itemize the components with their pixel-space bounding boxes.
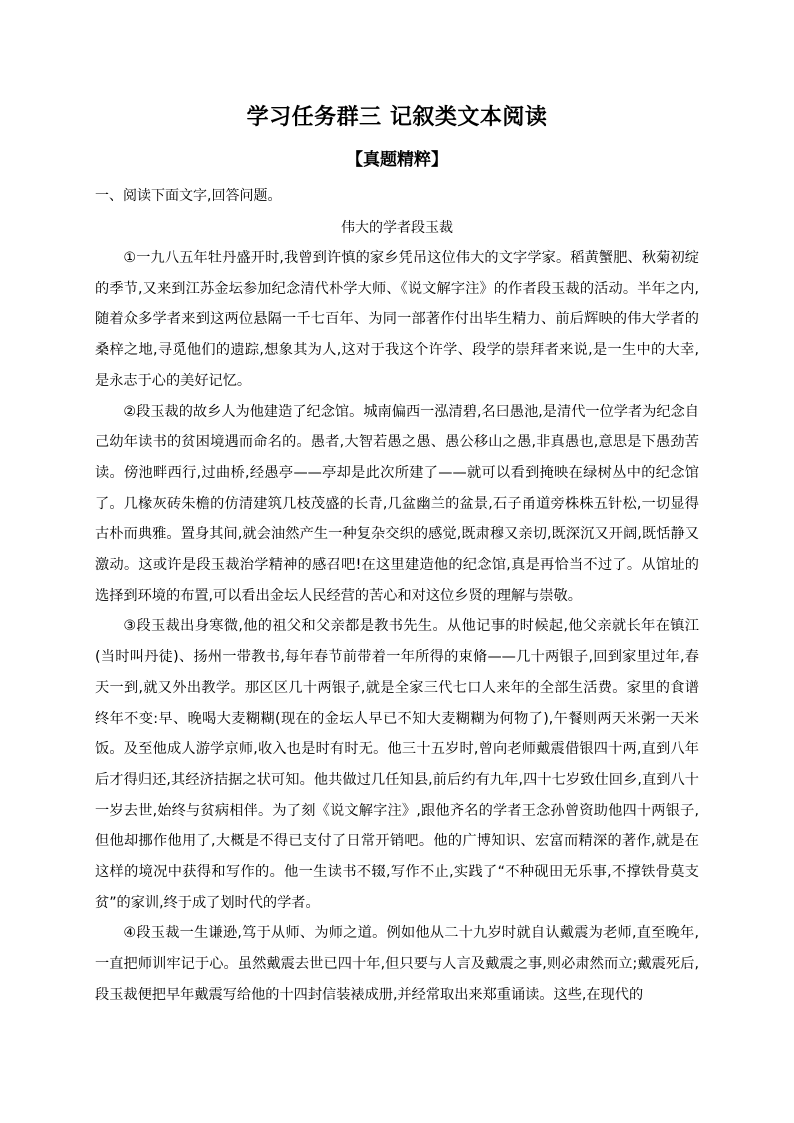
article-body bbox=[95, 243, 699, 1011]
question-instruction: 一、阅读下面文字,回答问题。 bbox=[95, 188, 282, 204]
page-title: 学习任务群三 记叙类文本阅读 bbox=[246, 105, 548, 130]
paragraph-1: ①一九八五年牡丹盛开时,我曾到许慎的家乡凭吊这位伟大的文字学家。稻黄蟹肥、秋菊初绽的季节,又来到江苏金坛参加纪念清代朴学大师、《说文解字注》的作者段玉裁的活动。半年之内,随着众多学者来到这两位悬隔一千七百年、为同一部著作付出毕生精力、前后辉映的伟大学者的桑梓之地,寻觅他们的遗踪,想象其为人,这对于我这个许学、段学的崇拜者来说,是一生中的大幸,是永志于心的美好记忆。 bbox=[95, 250, 699, 389]
paragraph-4: ④段玉裁一生谦逊,笃于从师、为师之道。例如他从二十九岁时就自认戴震为老师,直至晚年,一直把师训牢记于心。虽然戴震去世已四十年,但只要与人言及戴震之事,则必肃然而立;戴震死后,段玉裁便把早年戴震写给他的十四封信装裱成册,并经常取出来郑重诵读。这些,在现代的 bbox=[95, 925, 699, 1003]
paragraph-2: ②段玉裁的故乡人为他建造了纪念馆。城南偏西一泓清碧,名曰愚池,是清代一位学者为纪念自己幼年读书的贫困境遇而命名的。愚者,大智若愚之愚、愚公移山之愚,非真愚也,意思是下愚劲苦读。傍池畔西行,过曲桥,经愚亭——亭却是此次所建了——就可以看到掩映在绿树丛中的纪念馆了。几椽灰砖朱檐的仿清建筑几枝茂盛的长青,几盆幽兰的盆景,石子甬道旁株株五针松,一切显得古朴而典雅。置身其间,就会油然产生一种复杂交织的感觉,既肃穆又亲切,既深沉又开阔,既恬静又激动。这或许是段玉裁治学精神的感召吧!在这里建造他的纪念馆,真是再恰当不过了。从馆址的选择到环境的布置,可以看出金坛人民经营的苦心和对这位乡贤的理解与崇敬。 bbox=[95, 403, 699, 604]
article-title: 伟大的学者段玉裁 bbox=[341, 220, 453, 236]
section-subtitle: 【真题精粹】 bbox=[346, 150, 448, 170]
paragraph-3: ③段玉裁出身寒微,他的祖父和父亲都是教书先生。从他记事的时候起,他父亲就长年在镇江(当时叫丹徒)、扬州一带教书,每年春节前带着一年所得的束脩——几十两银子,回到家里过年,春天一到,就又外出教学。那区区几十两银子,就是全家三代七口人来年的全部生活费。家里的食谱终年不变:早、晚喝大麦糊糊(现在的金坛人早已不知大麦糊糊为何物了),午餐则两天米粥一天米饭。及至他成人游学京师,收入也是时有时无。他三十五岁时,曾向老师戴震借银四十两,直到八年后才得归还,其经济拮据之状可知。他共做过几任知县,前后约有九年,四十七岁致仕回乡,直到八十一岁去世,始终与贫病相伴。为了刻《说文解字注》,跟他齐名的学者王念孙曾资助他四十两银子,但他却挪作他用了,大概是不得已支付了日常开销吧。他的广博知识、宏富而精深的著作,就是在这样的境况中获得和写作的。他一生读书不辍,写作不止,实践了“不种砚田无乐事,不撑铁骨莫支贫”的家训,终于成了划时代的学者。 bbox=[95, 618, 699, 911]
